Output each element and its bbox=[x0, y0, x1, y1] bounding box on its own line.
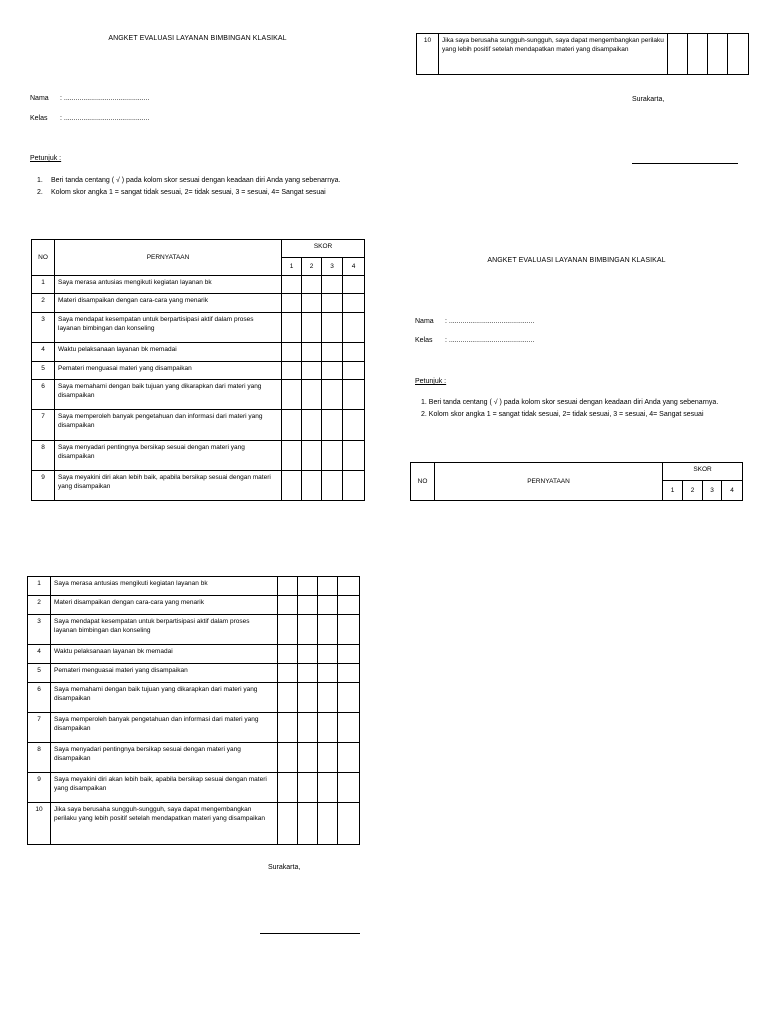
score-cell-3[interactable] bbox=[322, 294, 343, 313]
score-cell-4[interactable] bbox=[338, 615, 360, 645]
score-cell-1[interactable] bbox=[282, 410, 302, 441]
instructions-list bbox=[37, 175, 367, 199]
row-statement: Saya memahami dengan baik tujuan yang dikarapkan dari materi yang disampaikan bbox=[55, 380, 282, 410]
table-row bbox=[417, 34, 749, 75]
score-cell-3[interactable] bbox=[318, 645, 338, 664]
row-statement: Pemateri menguasai materi yang disampaikan bbox=[51, 664, 278, 683]
header-score-2: 2 bbox=[302, 258, 322, 276]
table-row bbox=[32, 380, 365, 410]
score-cell-3[interactable] bbox=[318, 664, 338, 683]
instruction-number: 1. bbox=[37, 177, 43, 184]
kelas-label: Kelas bbox=[30, 115, 48, 122]
score-cell-3[interactable] bbox=[322, 410, 343, 441]
header-no: NO bbox=[411, 463, 435, 501]
form-title: ANGKET EVALUASI LAYANAN BIMBINGAN KLASIKAL bbox=[487, 257, 666, 264]
score-cell-3[interactable] bbox=[318, 773, 338, 803]
row-number: 7 bbox=[32, 410, 55, 441]
score-cell-2[interactable] bbox=[302, 343, 322, 362]
score-cell-3[interactable] bbox=[318, 615, 338, 645]
row-number: 6 bbox=[32, 380, 55, 410]
row-statement: Saya merasa antusias mengikuti kegiatan layanan bk bbox=[51, 577, 278, 596]
row-statement: Saya menyadari pentingnya bersikap sesuai dengan materi yang disampaikan bbox=[51, 743, 278, 773]
score-cell-1[interactable] bbox=[282, 362, 302, 380]
score-cell-2[interactable] bbox=[298, 713, 318, 743]
score-cell-4[interactable] bbox=[338, 743, 360, 773]
row-statement: Pemateri menguasai materi yang disampaikan bbox=[55, 362, 282, 380]
table-row bbox=[28, 664, 360, 683]
instruction-number: 2. bbox=[37, 189, 43, 196]
score-cell-2[interactable] bbox=[298, 773, 318, 803]
score-cell-3[interactable] bbox=[318, 577, 338, 596]
score-cell-2[interactable] bbox=[302, 441, 322, 471]
score-cell-1[interactable] bbox=[278, 645, 298, 664]
nama-blank: : ............................................ bbox=[445, 318, 535, 325]
score-cell-4[interactable] bbox=[338, 645, 360, 664]
score-cell-2[interactable] bbox=[298, 743, 318, 773]
header-no: NO bbox=[32, 240, 55, 276]
kelas-label: Kelas bbox=[415, 337, 433, 344]
questionnaire-table-header bbox=[410, 462, 743, 501]
score-cell-1[interactable] bbox=[282, 380, 302, 410]
score-cell-2[interactable] bbox=[688, 34, 708, 75]
score-cell-4[interactable] bbox=[338, 803, 360, 845]
signature-place: Surakarta, bbox=[268, 864, 301, 871]
score-cell-4[interactable] bbox=[343, 276, 365, 294]
score-cell-1[interactable] bbox=[668, 34, 688, 75]
score-cell-4[interactable] bbox=[338, 683, 360, 713]
table-row bbox=[28, 683, 360, 713]
row-statement: Saya mendapat kesempatan untuk berpartisipasi aktif dalam proses layanan bimbingan dan konseling bbox=[55, 313, 282, 343]
score-cell-4[interactable] bbox=[343, 471, 365, 501]
instruction-text: Kolom skor angka 1 = sangat tidak sesuai, 2= tidak sesuai, 3 = sesuai, 4= Sangat sesuai bbox=[51, 189, 326, 196]
header-score-3: 3 bbox=[322, 258, 343, 276]
score-cell-1[interactable] bbox=[278, 803, 298, 845]
petunjuk-heading: Petunjuk : bbox=[415, 378, 447, 385]
header-score-4: 4 bbox=[343, 258, 365, 276]
instruction-item bbox=[37, 187, 367, 199]
score-cell-3[interactable] bbox=[322, 343, 343, 362]
score-cell-2[interactable] bbox=[298, 803, 318, 845]
row-statement: Jika saya berusaha sungguh-sungguh, saya dapat mengembangkan perilaku yang lebih positif setelah mendapatkan materi yang disampaikan bbox=[439, 34, 668, 75]
table-row bbox=[28, 577, 360, 596]
header-skor: SKOR bbox=[282, 240, 365, 258]
instruction-item: 2. Kolom skor angka 1 = sangat tidak sesuai, 2= tidak sesuai, 3 = sesuai, 4= Sangat sesuai bbox=[421, 411, 704, 418]
score-cell-2[interactable] bbox=[298, 615, 318, 645]
row-number: 10 bbox=[28, 803, 51, 845]
row-number: 1 bbox=[28, 577, 51, 596]
instruction-item bbox=[37, 175, 367, 187]
signature-place: Surakarta, bbox=[632, 96, 665, 103]
score-cell-1[interactable] bbox=[278, 683, 298, 713]
header-score-1: 1 bbox=[282, 258, 302, 276]
score-cell-2[interactable] bbox=[302, 362, 322, 380]
score-cell-4[interactable] bbox=[343, 343, 365, 362]
row-statement: Saya meyakini diri akan lebih baik, apabila bersikap sesuai dengan materi yang disampaikan bbox=[55, 471, 282, 501]
row-statement: Saya mendapat kesempatan untuk berpartisipasi aktif dalam proses layanan bimbingan dan konseling bbox=[51, 615, 278, 645]
score-cell-1[interactable] bbox=[282, 471, 302, 501]
petunjuk-heading: Petunjuk : bbox=[30, 155, 62, 162]
score-cell-1[interactable] bbox=[278, 743, 298, 773]
score-cell-1[interactable] bbox=[278, 577, 298, 596]
score-cell-4[interactable] bbox=[343, 313, 365, 343]
table-row bbox=[32, 313, 365, 343]
score-cell-3[interactable] bbox=[322, 441, 343, 471]
header-pernyataan: PERNYATAAN bbox=[435, 463, 663, 501]
score-cell-4[interactable] bbox=[728, 34, 749, 75]
instruction-item: 1. Beri tanda centang ( √ ) pada kolom skor sesuai dengan keadaan diri Anda yang sebenarnya. bbox=[421, 399, 719, 406]
row-number: 4 bbox=[32, 343, 55, 362]
row-number: 6 bbox=[28, 683, 51, 713]
row-number: 3 bbox=[28, 615, 51, 645]
score-cell-1[interactable] bbox=[278, 615, 298, 645]
score-cell-2[interactable] bbox=[302, 380, 322, 410]
score-cell-2[interactable] bbox=[302, 294, 322, 313]
header-pernyataan: PERNYATAAN bbox=[55, 240, 282, 276]
table-row bbox=[28, 615, 360, 645]
table-row bbox=[28, 596, 360, 615]
table-row bbox=[28, 645, 360, 664]
score-cell-2[interactable] bbox=[298, 645, 318, 664]
score-cell-3[interactable] bbox=[322, 362, 343, 380]
score-cell-2[interactable] bbox=[302, 276, 322, 294]
row-statement: Waktu pelaksanaan layanan bk memadai bbox=[51, 645, 278, 664]
score-cell-1[interactable] bbox=[278, 664, 298, 683]
table-row bbox=[32, 410, 365, 441]
header-skor: SKOR bbox=[663, 463, 743, 481]
score-cell-3[interactable] bbox=[322, 276, 343, 294]
score-cell-4[interactable] bbox=[338, 773, 360, 803]
row-statement: Saya memperoleh banyak pengetahuan dan informasi dari materi yang disampaikan bbox=[55, 410, 282, 441]
questionnaire-table bbox=[31, 239, 365, 501]
row-number: 4 bbox=[28, 645, 51, 664]
kelas-blank: : ............................................ bbox=[60, 115, 150, 122]
score-cell-1[interactable] bbox=[282, 343, 302, 362]
signature-line bbox=[260, 933, 360, 934]
score-cell-4[interactable] bbox=[343, 441, 365, 471]
kelas-blank: : ............................................ bbox=[445, 337, 535, 344]
nama-label: Nama bbox=[30, 95, 49, 102]
score-cell-1[interactable] bbox=[278, 713, 298, 743]
score-cell-3[interactable] bbox=[322, 313, 343, 343]
score-cell-3[interactable] bbox=[322, 471, 343, 501]
score-cell-1[interactable] bbox=[278, 596, 298, 615]
header-score-4: 4 bbox=[722, 481, 743, 501]
score-cell-2[interactable] bbox=[302, 313, 322, 343]
table-row bbox=[28, 803, 360, 845]
header-score-2: 2 bbox=[683, 481, 703, 501]
header-score-1: 1 bbox=[663, 481, 683, 501]
score-cell-2[interactable] bbox=[302, 471, 322, 501]
row-number: 9 bbox=[28, 773, 51, 803]
score-cell-4[interactable] bbox=[343, 380, 365, 410]
row-statement: Saya memperoleh banyak pengetahuan dan informasi dari materi yang disampaikan bbox=[51, 713, 278, 743]
nama-label: Nama bbox=[415, 318, 434, 325]
row-number: 2 bbox=[28, 596, 51, 615]
table-row bbox=[32, 343, 365, 362]
nama-blank: : ............................................ bbox=[60, 95, 150, 102]
table-row bbox=[28, 773, 360, 803]
score-cell-2[interactable] bbox=[298, 664, 318, 683]
nama-field bbox=[30, 95, 149, 102]
row-statement: Waktu pelaksanaan layanan bk memadai bbox=[55, 343, 282, 362]
score-cell-1[interactable] bbox=[282, 441, 302, 471]
row-statement: Materi disampaikan dengan cara-cara yang menarik bbox=[55, 294, 282, 313]
score-cell-4[interactable] bbox=[338, 596, 360, 615]
score-cell-3[interactable] bbox=[318, 743, 338, 773]
score-cell-3[interactable] bbox=[318, 596, 338, 615]
score-cell-2[interactable] bbox=[298, 596, 318, 615]
score-cell-4[interactable] bbox=[338, 664, 360, 683]
table-row bbox=[32, 471, 365, 501]
table-row bbox=[28, 713, 360, 743]
row-statement: Materi disampaikan dengan cara-cara yang menarik bbox=[51, 596, 278, 615]
score-cell-2[interactable] bbox=[298, 577, 318, 596]
score-cell-3[interactable] bbox=[318, 683, 338, 713]
row-number: 5 bbox=[32, 362, 55, 380]
kelas-field bbox=[415, 337, 534, 344]
row-number: 2 bbox=[32, 294, 55, 313]
row-number: 7 bbox=[28, 713, 51, 743]
kelas-field bbox=[30, 115, 149, 122]
score-cell-4[interactable] bbox=[338, 577, 360, 596]
row-number: 9 bbox=[32, 471, 55, 501]
score-cell-2[interactable] bbox=[302, 410, 322, 441]
instructions-list bbox=[421, 397, 751, 421]
nama-field bbox=[415, 318, 534, 325]
score-cell-1[interactable] bbox=[278, 773, 298, 803]
table-row bbox=[32, 441, 365, 471]
score-cell-4[interactable] bbox=[338, 713, 360, 743]
instruction-text: Beri tanda centang ( √ ) pada kolom skor sesuai dengan keadaan diri Anda yang sebenarnya. bbox=[51, 177, 341, 184]
row-statement: Saya menyadari pentingnya bersikap sesuai dengan materi yang disampaikan bbox=[55, 441, 282, 471]
row-number: 8 bbox=[32, 441, 55, 471]
table-row bbox=[28, 743, 360, 773]
table-row bbox=[32, 362, 365, 380]
score-cell-1[interactable] bbox=[282, 276, 302, 294]
score-cell-1[interactable] bbox=[282, 294, 302, 313]
table-row bbox=[32, 276, 365, 294]
score-cell-4[interactable] bbox=[343, 362, 365, 380]
row-statement: Saya merasa antusias mengikuti kegiatan layanan bk bbox=[55, 276, 282, 294]
signature-line bbox=[632, 163, 738, 164]
form-title: ANGKET EVALUASI LAYANAN BIMBINGAN KLASIKAL bbox=[108, 35, 287, 42]
row-number: 1 bbox=[32, 276, 55, 294]
row-statement: Jika saya berusaha sungguh-sungguh, saya dapat mengembangkan perilaku yang lebih positif setelah mendapatkan materi yang disampaikan bbox=[51, 803, 278, 845]
row-statement: Saya memahami dengan baik tujuan yang dikarapkan dari materi yang disampaikan bbox=[51, 683, 278, 713]
score-cell-2[interactable] bbox=[298, 683, 318, 713]
score-cell-3[interactable] bbox=[708, 34, 728, 75]
row-number: 3 bbox=[32, 313, 55, 343]
score-cell-3[interactable] bbox=[318, 803, 338, 845]
score-cell-1[interactable] bbox=[282, 313, 302, 343]
score-cell-4[interactable] bbox=[343, 410, 365, 441]
questionnaire-table-continuation bbox=[416, 33, 749, 75]
row-number: 10 bbox=[417, 34, 439, 75]
score-cell-3[interactable] bbox=[318, 713, 338, 743]
questionnaire-table-bottom bbox=[27, 576, 360, 845]
header-score-3: 3 bbox=[703, 481, 722, 501]
score-cell-4[interactable] bbox=[343, 294, 365, 313]
table-row bbox=[32, 294, 365, 313]
score-cell-3[interactable] bbox=[322, 380, 343, 410]
row-statement: Saya meyakini diri akan lebih baik, apabila bersikap sesuai dengan materi yang disampaikan bbox=[51, 773, 278, 803]
row-number: 8 bbox=[28, 743, 51, 773]
row-number: 5 bbox=[28, 664, 51, 683]
